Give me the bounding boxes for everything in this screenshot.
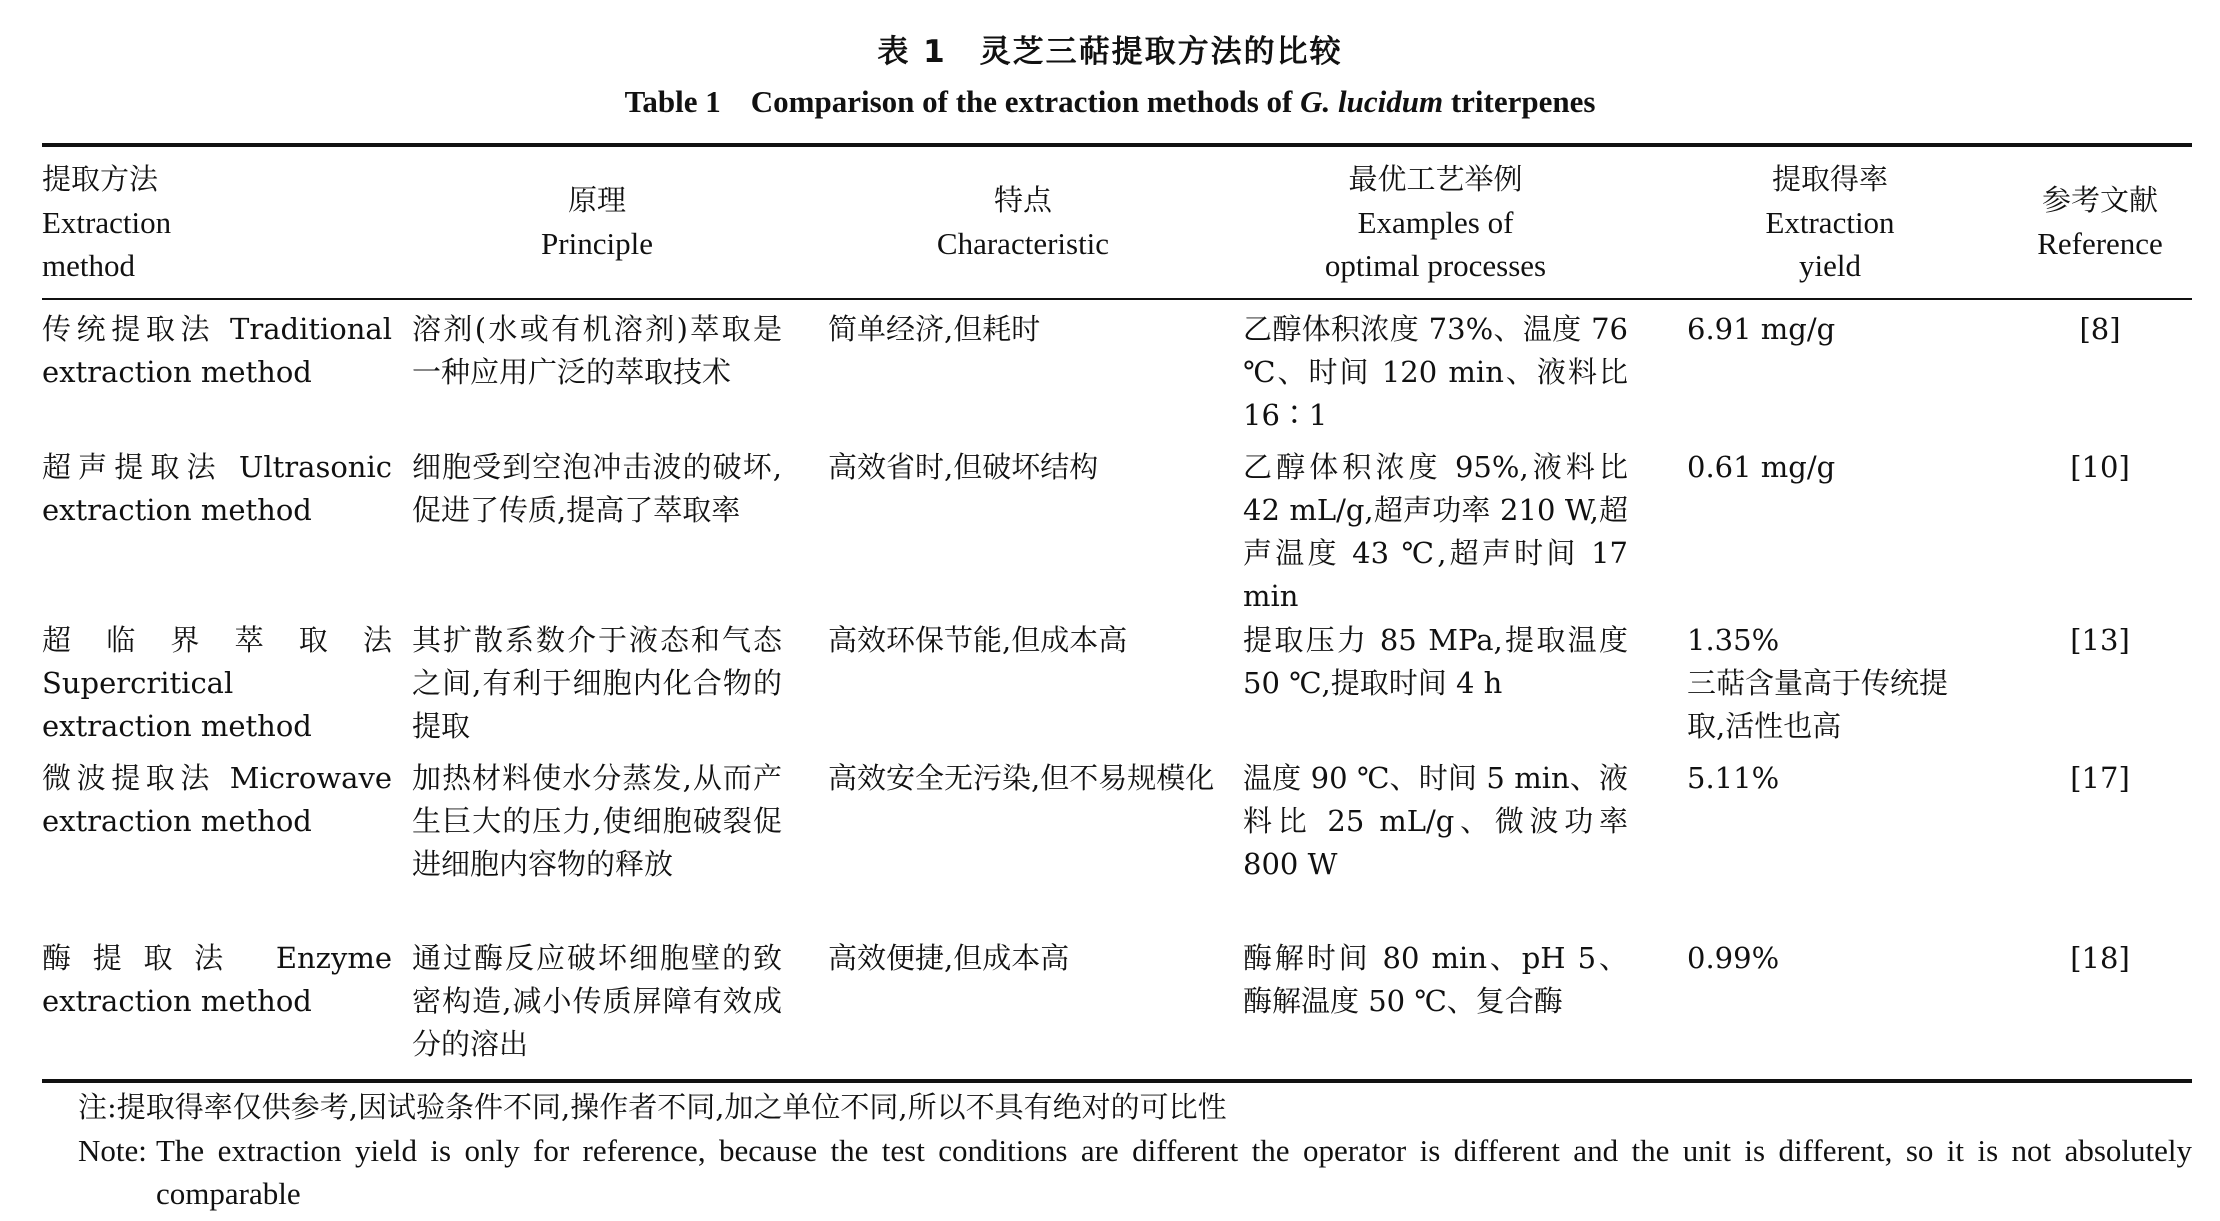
header-reference-en: Reference: [2037, 226, 2163, 261]
cell-characteristic: 高效环保节能,但成本高: [828, 623, 1128, 657]
cell-method: 酶提取法 Enzyme extraction method: [42, 941, 392, 1018]
header-method-cn: 提取方法: [42, 162, 159, 196]
cell-characteristic: 高效安全无污染,但不易规模化: [828, 761, 1215, 795]
table-header-rule: [42, 298, 2192, 300]
header-method-en-2: method: [42, 248, 135, 283]
header-reference: [2010, 179, 2190, 265]
header-characteristic: [828, 179, 1218, 265]
cell-reference: [13]: [2070, 623, 2130, 657]
table-bottom-rule: [42, 1079, 2192, 1083]
cell-example: 乙醇体积浓度 95%,液料比 42 mL/g,超声功率 210 W,超声温度 43 ℃,超声时间 17 min: [1243, 450, 1628, 613]
header-reference-cn: 参考文献: [2041, 183, 2158, 217]
cell-characteristic: 高效省时,但破坏结构: [828, 450, 1099, 484]
cell-characteristic: 简单经济,但耗时: [828, 312, 1041, 346]
caption-species: G. lucidum: [1300, 84, 1444, 119]
table-note-en: [78, 1129, 2192, 1215]
cell-principle: 加热材料使水分蒸发,从而产生巨大的压力,使细胞破裂促进细胞内容物的释放: [412, 761, 782, 881]
header-method: [42, 158, 392, 287]
cell-reference: [17]: [2070, 761, 2130, 795]
cell-yield: 6.91 mg/g: [1687, 312, 1836, 346]
cell-principle: 细胞受到空泡冲击波的破坏,促进了传质,提高了萃取率: [412, 450, 782, 527]
cell-example: 酶解时间 80 min、pH 5、酶解温度 50 ℃、复合酶: [1243, 941, 1628, 1018]
caption-suffix: triterpenes: [1450, 84, 1596, 119]
cell-method: 传统提取法 Traditional extraction method: [42, 312, 392, 389]
cell-reference: [10]: [2070, 450, 2130, 484]
header-principle-cn: 原理: [567, 183, 626, 217]
cell-principle: 通过酶反应破坏细胞壁的致密构造,减小传质屏障有效成分的溶出: [412, 941, 782, 1061]
cell-characteristic: 高效便捷,但成本高: [828, 941, 1070, 975]
header-yield-en-1: Extraction: [1765, 205, 1895, 240]
header-characteristic-cn: 特点: [993, 183, 1052, 217]
header-method-en-1: Extraction: [42, 205, 172, 240]
header-principle-en: Principle: [541, 226, 653, 261]
cell-principle: 溶剂(水或有机溶剂)萃取是一种应用广泛的萃取技术: [412, 312, 782, 389]
cell-reference: [8]: [2079, 312, 2121, 346]
cell-example: 乙醇体积浓度 73%、温度 76 ℃、时间 120 min、液料比 16∶1: [1243, 312, 1628, 432]
cell-example: 温度 90 ℃、时间 5 min、液料比 25 mL/g、微波功率 800 W: [1243, 761, 1628, 881]
caption-main: Comparison of the extraction methods of: [750, 84, 1293, 119]
cell-method: 微波提取法 Microwave extraction method: [42, 761, 392, 838]
header-yield: [1680, 158, 1980, 287]
header-principle: [412, 179, 782, 265]
cell-yield-value: 1.35%: [1687, 623, 1780, 657]
header-example: [1243, 158, 1628, 287]
table-note-cn: 注:提取得率仅供参考,因试验条件不同,操作者不同,加之单位不同,所以不具有绝对的可比性: [78, 1090, 1227, 1124]
cell-yield: [1687, 619, 1977, 748]
header-example-en-2: optimal processes: [1324, 248, 1547, 283]
header-characteristic-en: Characteristic: [936, 226, 1110, 261]
cell-yield-note: 三萜含量高于传统提取,活性也高: [1687, 666, 1949, 743]
table-top-rule: [42, 143, 2192, 147]
cell-method: 超临界萃取法 Supercritical extraction method: [42, 623, 392, 743]
cell-yield: 0.61 mg/g: [1687, 450, 1836, 484]
cell-yield: 5.11%: [1687, 761, 1780, 795]
header-yield-cn: 提取得率: [1771, 162, 1888, 196]
caption-table-number: Table 1: [624, 84, 721, 119]
cell-method: 超声提取法 Ultrasonic extraction method: [42, 450, 392, 527]
note-label: Note:: [78, 1133, 147, 1168]
cell-reference: [18]: [2070, 941, 2130, 975]
cell-yield: 0.99%: [1687, 941, 1780, 975]
note-text: The extraction yield is only for reference, because the test conditions are different the operator is different and the unit is different, so it is not absolutely comparable: [156, 1133, 2192, 1211]
table-caption-en: [0, 84, 2220, 120]
header-yield-en-2: yield: [1799, 248, 1861, 283]
cell-principle: 其扩散系数介于液态和气态之间,有利于细胞内化合物的提取: [412, 623, 782, 743]
header-example-en-1: Examples of: [1357, 205, 1514, 240]
cell-example: 提取压力 85 MPa,提取温度 50 ℃,提取时间 4 h: [1243, 623, 1628, 700]
table-caption-cn: 表 1 灵芝三萜提取方法的比较: [877, 34, 1343, 70]
header-example-cn: 最优工艺举例: [1348, 162, 1523, 196]
